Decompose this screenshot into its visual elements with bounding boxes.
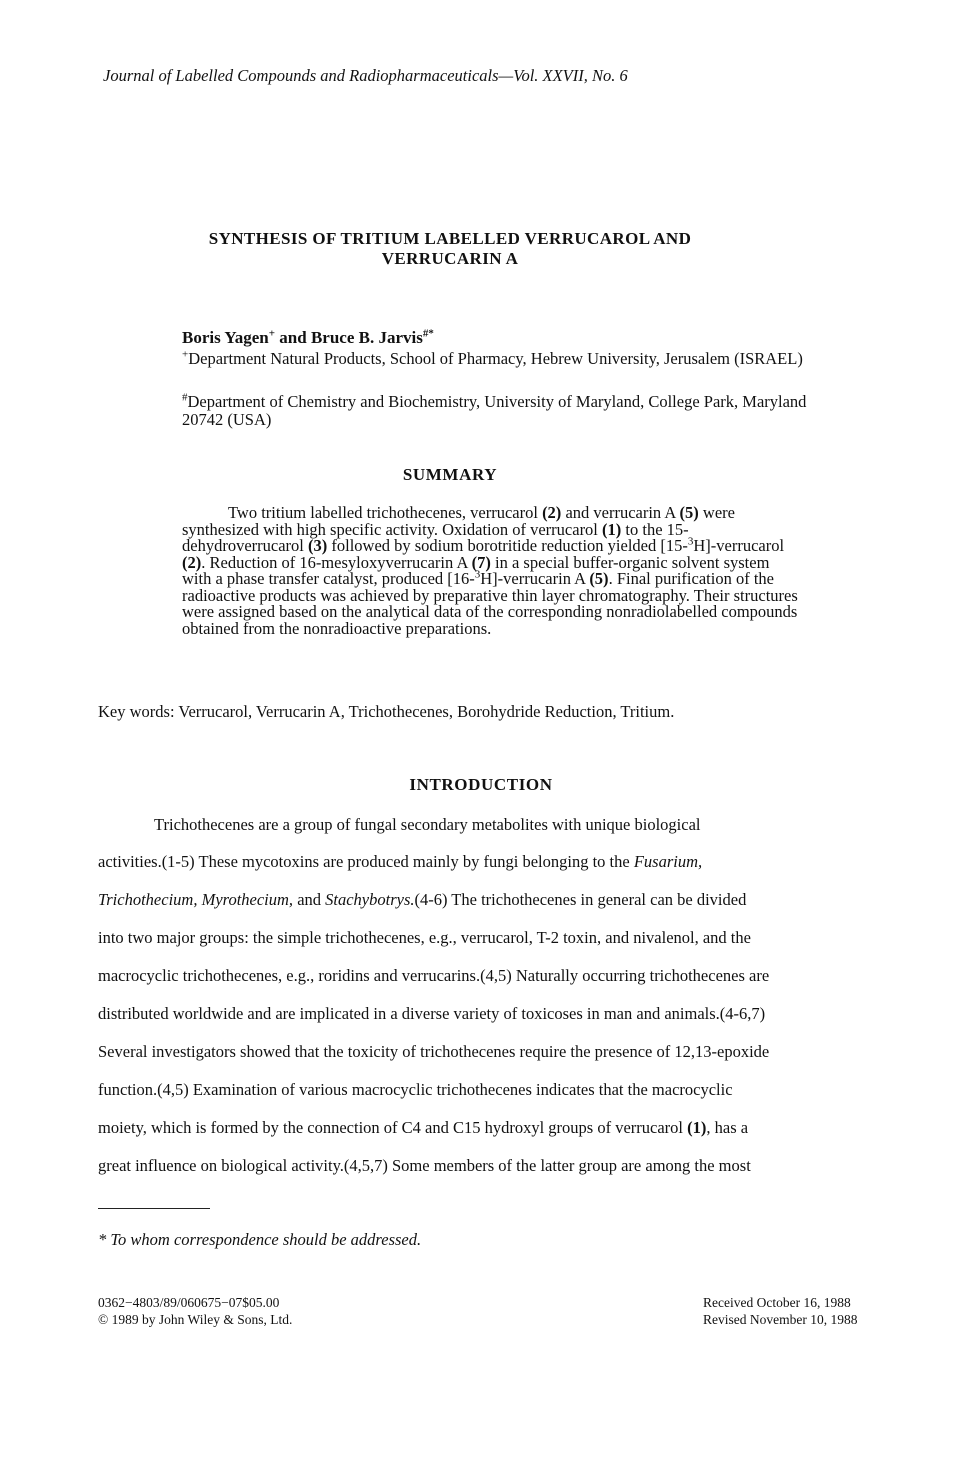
intro-line-2 (98, 852, 702, 872)
intro-line-7: Several investigators showed that the toxicity of trichothecenes require the presence of 12,13-epoxide (98, 1042, 770, 1061)
affiliation-2-text: Department of Chemistry and Biochemistry, University of Maryland, College Park, Maryland 20742 (USA) (182, 392, 807, 429)
summary-text: . Final purification of the radioactive products was achieved by preparative thin layer chromatography. Their structures were assigned based on the analytical data of the corresponding nonradiolabelled compounds obtained from the nonradioactive preparations. (182, 569, 798, 638)
intro-line-4: into two major groups: the simple trichothecenes, e.g., verrucarol, T-2 toxin, and nivalenol, and the (98, 928, 751, 947)
compound-ref: (5) (589, 569, 609, 588)
compound-ref: (7) (471, 552, 491, 572)
summary-heading: SUMMARY (402, 465, 498, 484)
intro-text: (4-6) The trichothecenes in general can be divided (414, 890, 747, 909)
intro-line-1: Trichothecenes are a group of fungal secondary metabolites with unique biological (154, 815, 701, 834)
summary-text: in a special buffer-organic solvent system with a phase transfer catalyst, produced [16- (182, 552, 770, 588)
summary-text: were synthesized with high specific activity. Oxidation of verrucarol (182, 503, 735, 539)
compound-ref: (1) (602, 519, 622, 539)
intro-line-9 (98, 1118, 748, 1138)
summary-text: H]-verrucarin A (480, 569, 590, 588)
author-1: Boris Yagen (182, 328, 269, 347)
footer-left (98, 1294, 292, 1328)
genus-name: Fusarium, (633, 852, 703, 871)
title-line-1: SYNTHESIS OF TRITIUM LABELLED VERRUCAROL AND (208, 229, 692, 248)
intro-line-6: distributed worldwide and are implicated in a diverse variety of toxicoses in man and animals.(4-6,7) (98, 1004, 766, 1023)
summary-text: and verrucarin A (561, 503, 680, 522)
article-title (0, 229, 900, 269)
author-2: Bruce B. Jarvis (310, 328, 423, 347)
intro-line-5: macrocyclic trichothecenes, e.g., roridins and verrucarins.(4,5) Naturally occurring trichothecenes are (98, 966, 770, 985)
isotope-superscript: 3 (474, 568, 481, 581)
compound-ref: (2) (542, 503, 562, 522)
footer-right (703, 1294, 857, 1328)
article-code: 0362−4803/89/060675−07$05.00 (98, 1295, 280, 1310)
compound-ref: (2) (182, 552, 202, 572)
received-date: Received October 16, 1988 (703, 1295, 851, 1310)
author-1-mark: + (268, 327, 276, 340)
summary-text: H]-verrucarol (693, 536, 785, 555)
affiliation-2-mark: # (182, 391, 188, 404)
affiliation-1-mark: + (182, 348, 189, 361)
summary-text: . Reduction of 16-mesyloxyverrucarin A (201, 552, 472, 572)
affiliation-1 (182, 350, 822, 368)
journal-header: Journal of Labelled Compounds and Radiopharmaceuticals—Vol. XXVII, No. 6 (103, 66, 628, 85)
genus-name: Stachybotrys. (325, 890, 415, 909)
introduction-heading: INTRODUCTION (409, 775, 553, 794)
summary-text: to the 15-dehydroverrucarol (182, 519, 689, 555)
compound-ref: (1) (687, 1118, 707, 1137)
summary-body (182, 505, 802, 637)
author-2-mark: #* (422, 327, 434, 340)
isotope-superscript: 3 (687, 535, 694, 548)
intro-text: , has a (706, 1118, 749, 1137)
revised-date: Revised November 10, 1988 (703, 1312, 858, 1327)
summary-text: Two tritium labelled trichothecenes, verrucarol (228, 503, 543, 522)
footnote: * To whom correspondence should be addressed. (98, 1230, 422, 1249)
copyright: © 1989 by John Wiley & Sons, Ltd. (98, 1312, 293, 1327)
intro-text: moiety, which is formed by the connection of C4 and C15 hydroxyl groups of verrucarol (98, 1118, 688, 1137)
keywords: Key words: Verrucarol, Verrucarin A, Trichothecenes, Borohydride Reduction, Tritium. (98, 702, 675, 721)
affiliation-1-text: Department Natural Products, School of Pharmacy, Hebrew University, Jerusalem (ISRAEL) (188, 349, 803, 368)
genus-name: Trichothecium, Myrothecium, (98, 890, 294, 909)
footnote-divider (98, 1208, 210, 1209)
intro-text: activities.(1-5) These mycotoxins are produced mainly by fungi belonging to the (98, 852, 634, 871)
intro-line-8: function.(4,5) Examination of various macrocyclic trichothecenes indicates that the macrocyclic (98, 1080, 733, 1099)
intro-line-3 (98, 890, 746, 910)
compound-ref: (5) (679, 503, 699, 522)
compound-ref: (3) (307, 536, 328, 555)
summary-text: followed by sodium borotritide reduction yielded [15- (327, 536, 688, 555)
author-list (182, 328, 434, 348)
intro-line-10: great influence on biological activity.(4,5,7) Some members of the latter group are among the most (98, 1156, 751, 1175)
title-line-2: VERRUCARIN A (381, 249, 519, 268)
affiliation-2 (182, 393, 822, 429)
intro-text: and (293, 890, 326, 909)
author-conjunction: and (275, 328, 311, 347)
